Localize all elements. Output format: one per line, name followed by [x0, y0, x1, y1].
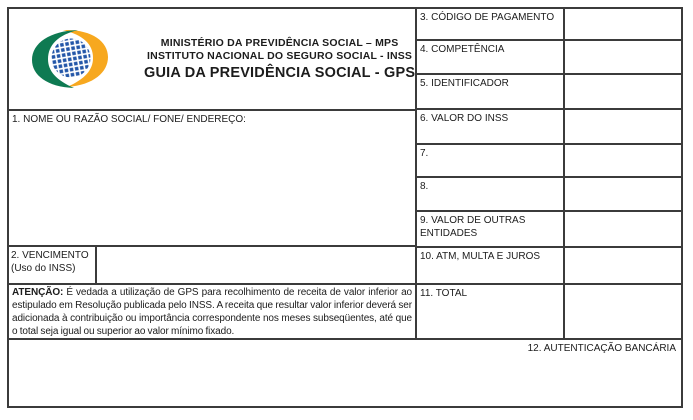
gps-form: [7, 7, 683, 408]
autenticacao-bancaria-label: 12. AUTENTICAÇÃO BANCÁRIA: [527, 343, 676, 354]
valor-do-inss-value[interactable]: [565, 110, 681, 143]
previdencia-social-logo-icon: [30, 27, 110, 91]
atencao-notice: [9, 285, 415, 338]
institute-title: INSTITUTO NACIONAL DO SEGURO SOCIAL - INSS: [147, 49, 413, 62]
field-codigo-de-pagamento: [417, 9, 681, 41]
autenticacao-bancaria-value[interactable]: [9, 355, 681, 406]
field-autenticacao-bancaria: [9, 340, 681, 406]
valor-do-inss-label: 6. VALOR DO INSS: [417, 110, 565, 143]
field-8-label: 8.: [417, 178, 565, 210]
atm-multa-juros-value[interactable]: [565, 248, 681, 283]
field-valor-do-inss: [417, 110, 681, 145]
ministry-title: MINISTÉRIO DA PREVIDÊNCIA SOCIAL – MPS: [160, 36, 399, 49]
header-titles: [110, 37, 419, 82]
valor-outras-entidades-label: 9. VALOR DE OUTRAS ENTIDADES: [417, 212, 565, 246]
identificador-label: 5. IDENTIFICADOR: [417, 75, 565, 108]
codigo-de-pagamento-label: 3. CÓDIGO DE PAGAMENTO: [417, 9, 565, 39]
identificador-value[interactable]: [565, 75, 681, 108]
total-label: 11. TOTAL: [417, 285, 565, 338]
vencimento-label-main: 2. VENCIMENTO: [11, 250, 89, 261]
field-identificador: [417, 75, 681, 110]
total-value[interactable]: [565, 285, 681, 338]
codigo-de-pagamento-value[interactable]: [565, 9, 681, 39]
vencimento-label: [9, 247, 97, 283]
field-vencimento: [9, 247, 415, 285]
field-valor-outras-entidades: [417, 212, 681, 248]
vencimento-value[interactable]: [97, 247, 415, 283]
form-title: GUIA DA PREVIDÊNCIA SOCIAL - GPS: [144, 64, 416, 81]
field-8: [417, 178, 681, 212]
competencia-label: 4. COMPETÊNCIA: [417, 41, 565, 73]
field-atm-multa-juros: [417, 248, 681, 285]
field-7-label: 7.: [417, 145, 565, 176]
form-header: [9, 9, 415, 111]
atm-multa-juros-label: 10. ATM, MULTA E JUROS: [417, 248, 565, 283]
right-column: [417, 9, 681, 338]
competencia-value[interactable]: [565, 41, 681, 73]
field-competencia: [417, 41, 681, 75]
left-column: [9, 9, 417, 338]
field-7: [417, 145, 681, 178]
atencao-notice-text: É vedada a utilização de GPS para recolhimento de receita de valor inferior ao estipulado em Resolução publicada pelo INSS. A receita que resultar valor inferior deverá ser adicionada à contribuição ou importância correspondente nos meses subseqüentes, até que o total seja igual ou superior ao valor mínimo fixado.: [12, 287, 412, 337]
field-total: [417, 285, 681, 338]
valor-outras-entidades-value[interactable]: [565, 212, 681, 246]
form-body: [9, 9, 681, 340]
field-8-value[interactable]: [565, 178, 681, 210]
field-7-value[interactable]: [565, 145, 681, 176]
field-nome-razao-social: [9, 111, 415, 247]
vencimento-label-sub: (Uso do INSS): [11, 263, 76, 274]
nome-razao-social-value[interactable]: [9, 126, 415, 245]
atencao-notice-bold: ATENÇÃO:: [12, 287, 64, 298]
nome-razao-social-label: 1. NOME OU RAZÃO SOCIAL/ FONE/ ENDEREÇO:: [12, 114, 246, 125]
